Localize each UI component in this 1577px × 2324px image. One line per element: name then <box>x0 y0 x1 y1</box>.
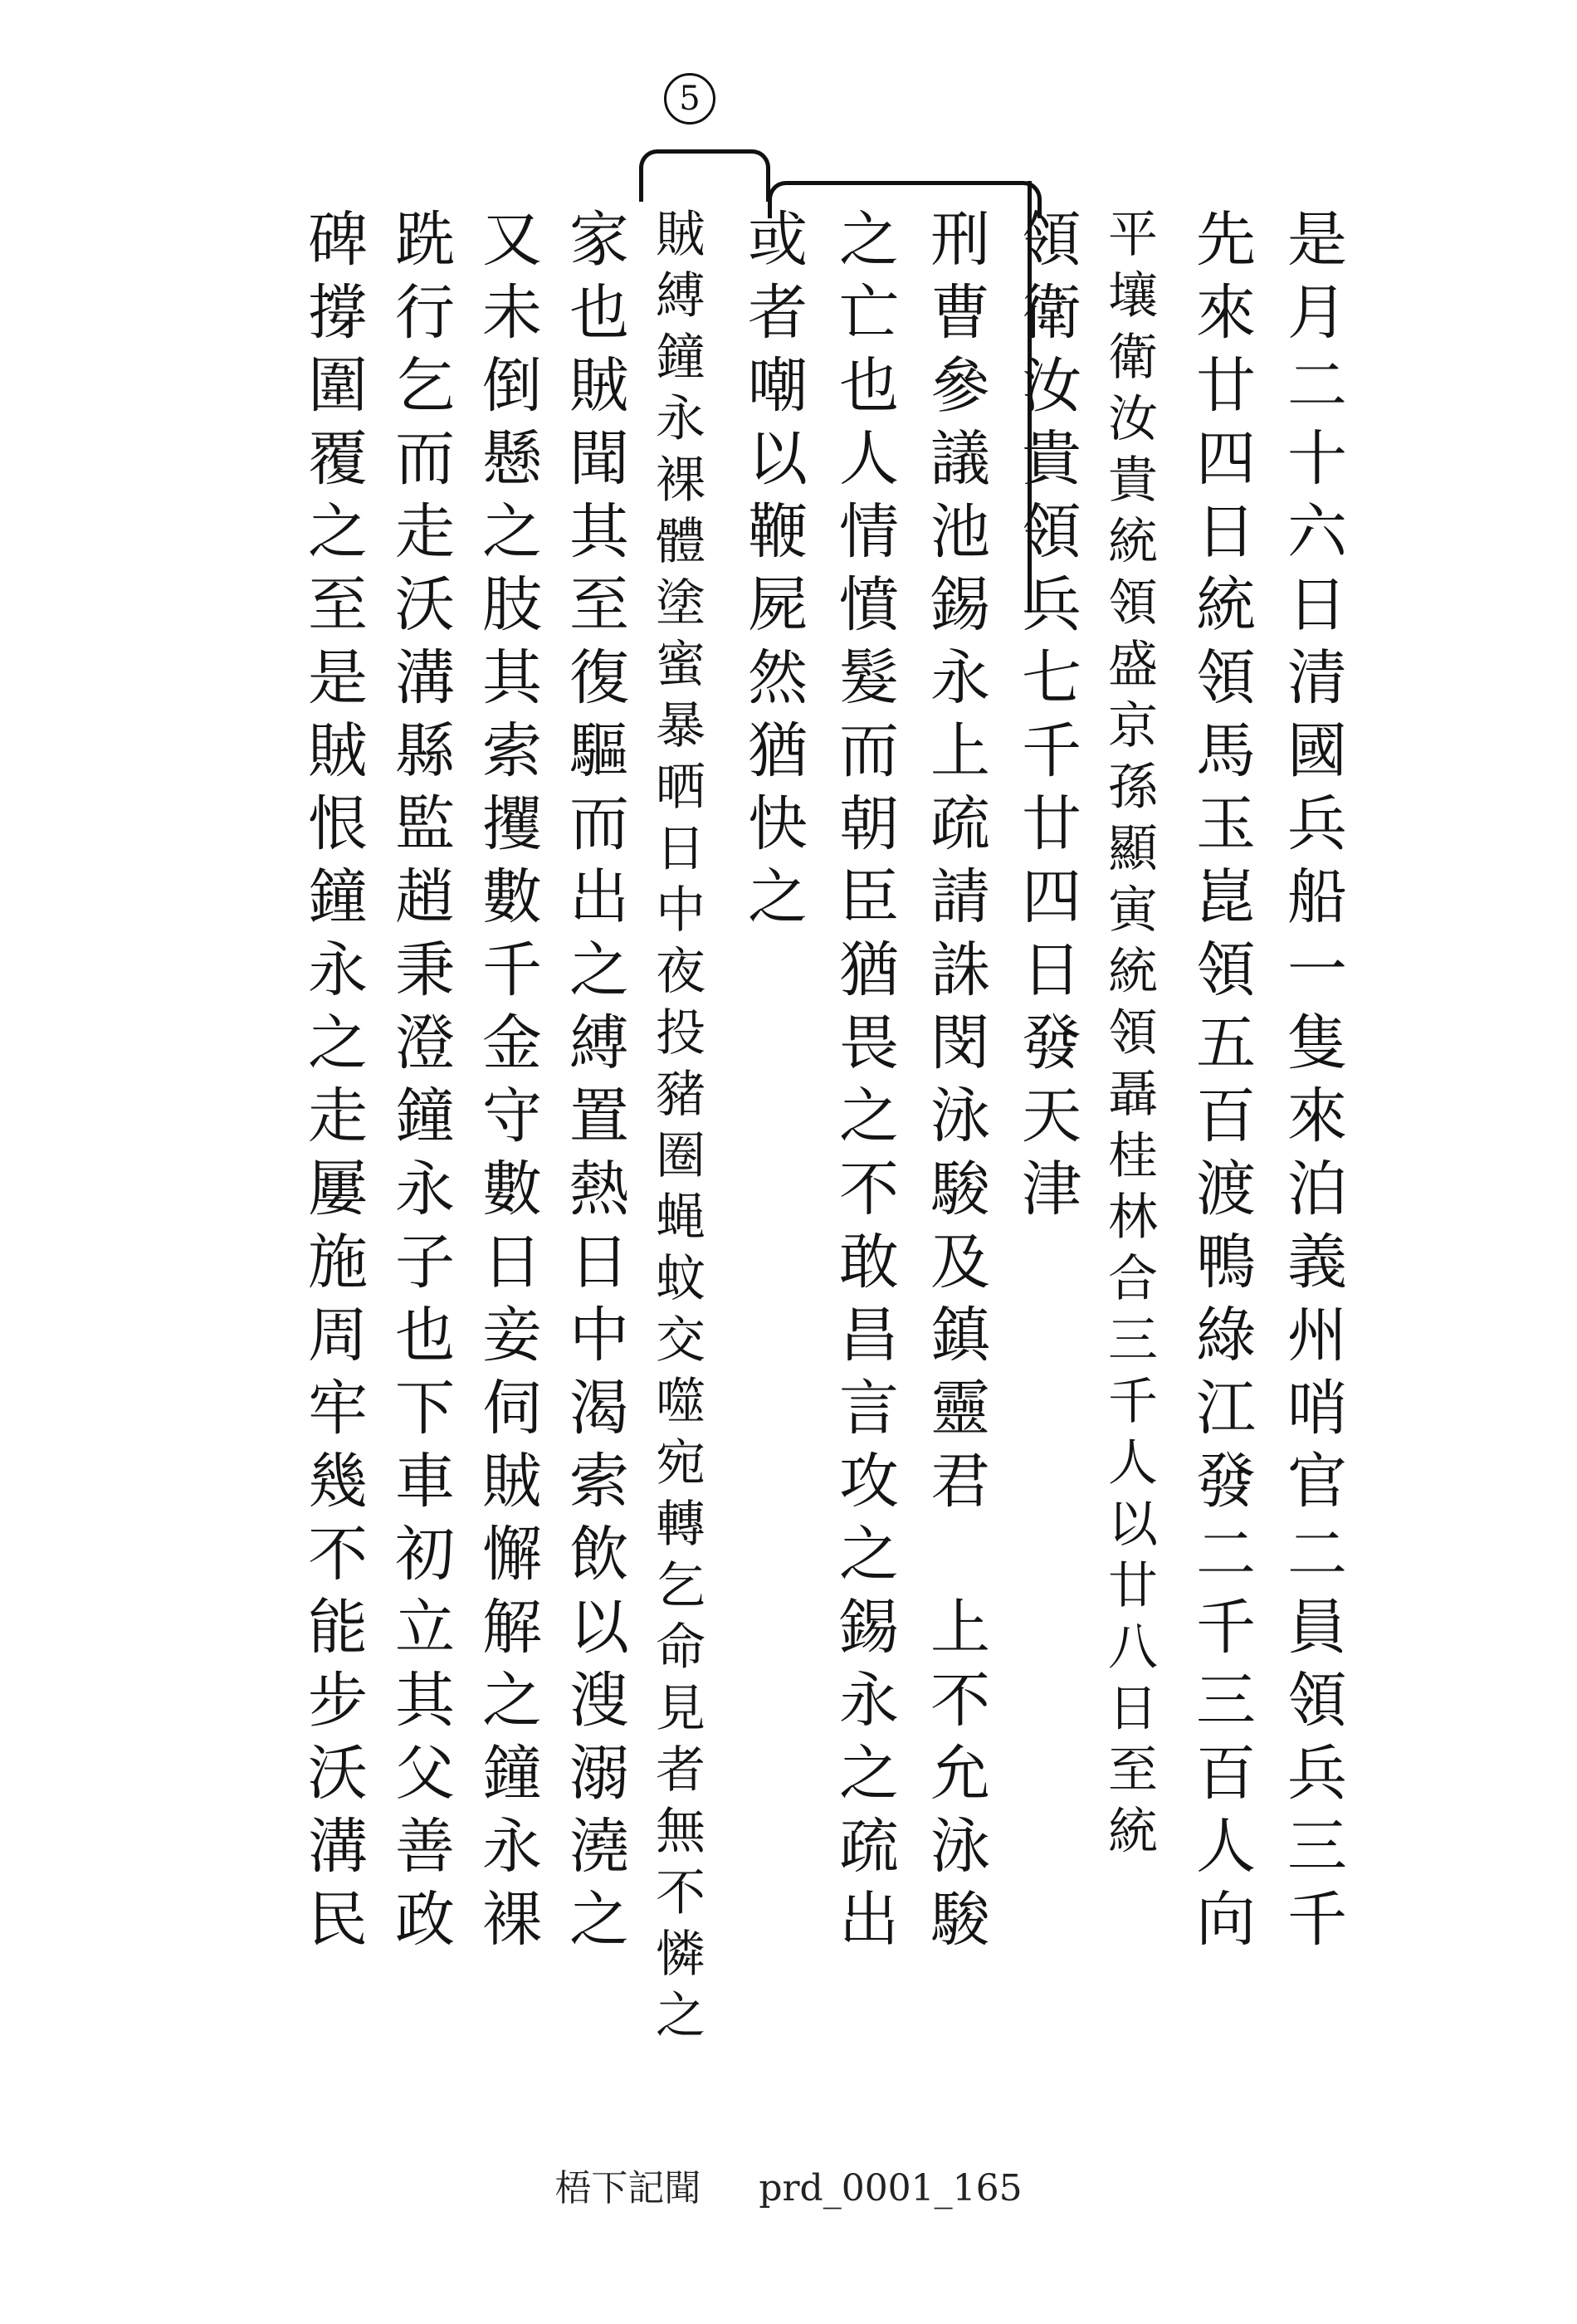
text-column-7: 或者嘲以鞭屍然猶快之 <box>738 208 808 938</box>
text-column-5: 刑曹參議池錫永上疏請誅閔泳駿及鎮靈君 上不允泳駿 <box>920 208 990 1960</box>
bracket-upper <box>639 149 770 202</box>
text-column-11: 跣行乞而走沃溝縣監趙秉澄鐘永子也下車初立其父善政 <box>385 208 455 1960</box>
text-column-6: 之亡也人情憤髮而朝臣猶畏之不敢昌言攻之錫永之疏出 <box>829 208 899 1960</box>
page-marker <box>664 73 715 124</box>
footer-page-id: prd_0001_165 <box>759 2167 1023 2209</box>
text-column-12: 碑撐圍覆之至是賊恨鐘永之走屢施周牢幾不能步沃溝民 <box>298 208 368 1960</box>
page-marker-text: 5 <box>679 80 701 118</box>
bracket-lower <box>768 181 1042 218</box>
text-column-4: 領衛汝貴領兵七千廿四日發天津 <box>1012 208 1081 1230</box>
text-column-1: 是月二十六日清國兵船一隻來泊義州哨官二員領兵三千 <box>1277 208 1347 1960</box>
footer-book-title: 梧下記聞 <box>554 2167 701 2209</box>
text-column-2: 先來廿四日統領馬玉崑領五百渡鴨綠江發二千三百人向 <box>1186 208 1256 1960</box>
text-column-8: 賊縛鐘永裸體塗蜜暴晒日中夜投豬圈蝇蚊交噬宛轉乞命見者無不憐之 <box>647 208 706 2050</box>
text-column-9: 家也賊聞其至復驅而出之縛置熱日中渴索飲以溲溺澆之 <box>559 208 629 1960</box>
text-column-3: 平壤衛汝貴統領盛京孫顯寅統領聶桂林合三千人以廿八日至統 <box>1100 208 1158 1866</box>
page-footer <box>0 2158 1577 2211</box>
text-column-10: 又未倒懸之肢其索攫數千金守數日妾伺賊懈解之鐘永裸 <box>472 208 542 1960</box>
